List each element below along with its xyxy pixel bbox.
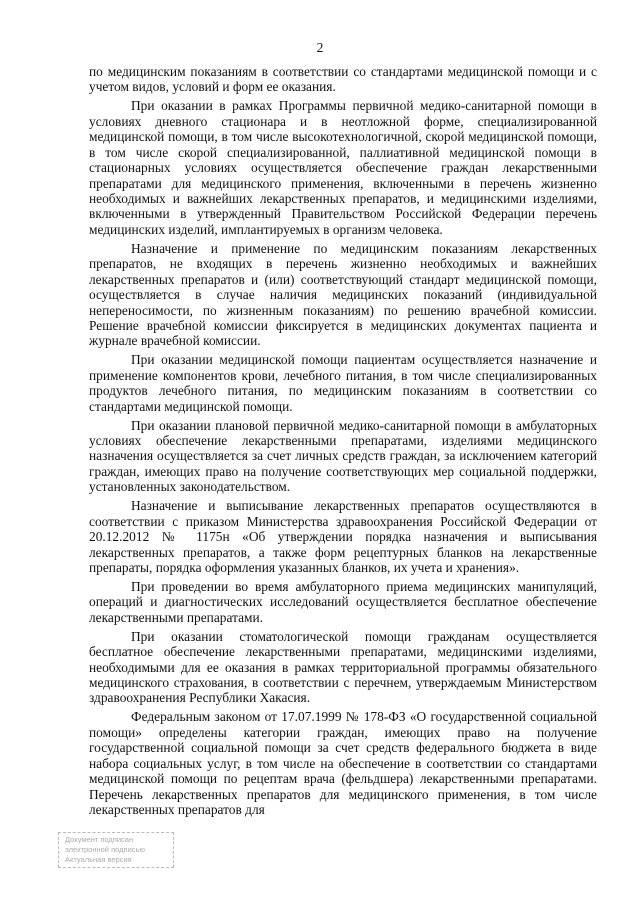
stamp-line: Документ подписан: [65, 835, 134, 844]
paragraph-ambulatory-procedures: При проведении во время амбулаторного приема медицинских манипуляций, операций и диагностических исследований осуществляется бесплатное обеспечение лекарственными препаратами.: [89, 578, 597, 625]
document-body: [89, 64, 597, 821]
paragraph-outpatient: При оказании плановой первичной медико-санитарной помощи в амбулаторных условиях обеспечение лекарственными препаратами, изделиями медицинского назначения осуществляется за счет личных средств граждан, за исключением категорий граждан, имеющих право на получение соответствующих мер социальной поддержки, установленных законодательством.: [89, 417, 597, 495]
stamp-line: Актуальная версия: [65, 855, 132, 864]
paragraph-medication-inpatient: При оказании в рамках Программы первичной медико-санитарной помощи в условиях дневного стационара и в неотложной форме, специализированной медицинской помощи, в том числе высокотехнологичной, скорой медицинской помощи, в том числе скорой специализированной, паллиативной медицинской помощи в стационарных условиях осуществляется обеспечение граждан лекарственными препаратами для медицинского применения, включенными в перечень жизненно необходимых и важнейших лекарственных препаратов, и медицинскими изделиями, включенными в утвержденный Правительством Российской Федерации перечень медицинских изделий, имплантируемых в организм человека.: [89, 98, 597, 237]
paragraph-medical-commission: Назначение и применение по медицинским показаниям лекарственных препаратов, не входящих в перечень жизненно необходимых и важнейших лекарственных препаратов и (или) соответствующий стандарт медицинской помощи, осуществляется в случае наличия медицинских показаний (индивидуальной непереносимости, по жизненным показаниям) по решению врачебной комиссии. Решение врачебной комиссии фиксируется в медицинских документах пациента и журнале врачебной комиссии.: [89, 240, 597, 349]
paragraph-blood-components: При оказании медицинской помощи пациентам осуществляется назначение и применение компонентов крови, лечебного питания, в том числе специализированных продуктов лечебного питания, по медицинским показаниям в соответствии со стандартами медицинской помощи.: [89, 352, 597, 414]
faded-stamp: [58, 832, 174, 868]
paragraph-prescription-order: Назначение и выписывание лекарственных препаратов осуществляются в соответствии с приказом Министерства здравоохранения Российской Федерации от 20.12.2012 № 1175н «Об утверждении порядка назначения и выписывания лекарственных препаратов, а также форм рецептурных бланков на лекарственные препараты, порядка оформления указанных бланков, их учета и хранения».: [89, 498, 597, 575]
page-number: 2: [316, 40, 324, 55]
paragraph-federal-law: Федеральным законом от 17.07.1999 № 178-ФЗ «О государственной социальной помощи» определены категории граждан, имеющих право на получение государственной социальной помощи за счет средств федерального бюджета в виде набора социальных услуг, в том числе на обеспечение в соответствии со стандартами медицинской помощи по рецептам врача (фельдшера) лекарственными препаратами. Перечень лекарственных препаратов для медицинского применения, в том числе лекарственных препаратов для: [89, 709, 597, 817]
paragraph-continuation: по медицинским показаниям в соответствии со стандартами медицинской помощи и с учетом видов, условий и форм ее оказания.: [89, 64, 597, 95]
paragraph-dental: При оказании стоматологической помощи гражданам осуществляется бесплатное обеспечение лекарственными препаратами, медицинскими изделиями, необходимыми для ее оказания в рамках территориальной программы обязательного медицинского страхования, в соответствии с перечнем, утверждаемым Министерством здравоохранения Республики Хакасия.: [89, 628, 597, 706]
stamp-line: электронной подписью: [65, 845, 146, 854]
